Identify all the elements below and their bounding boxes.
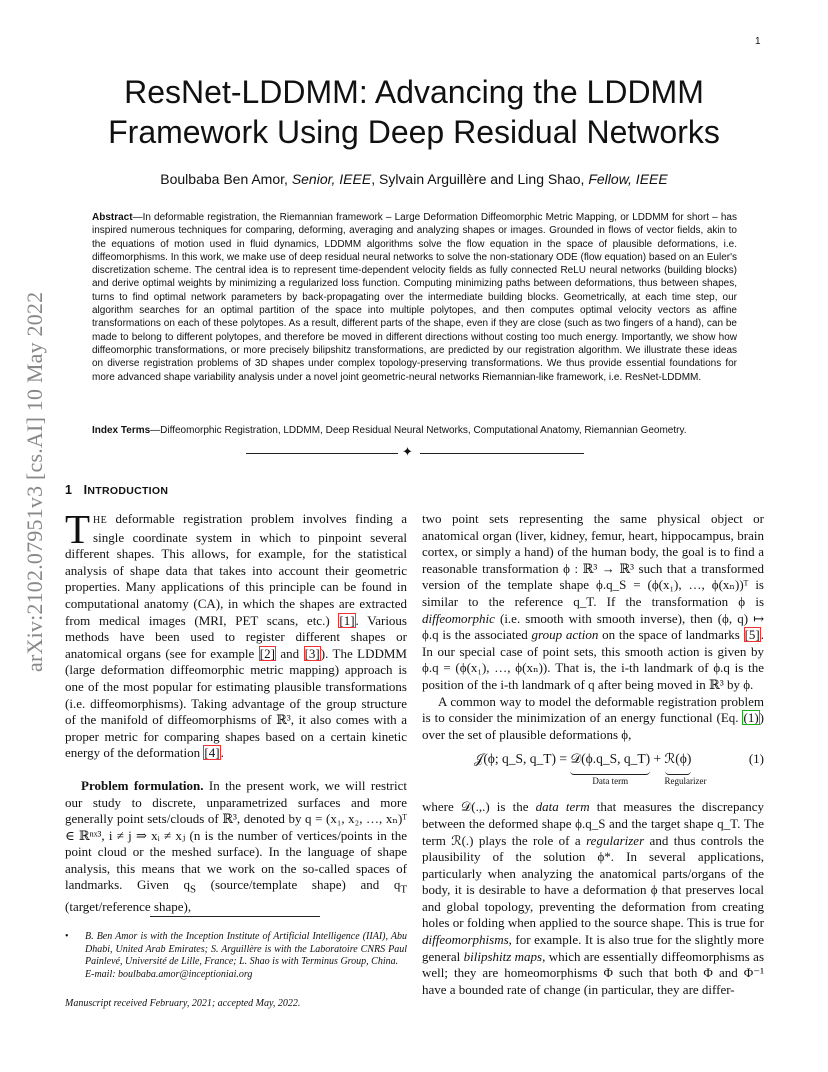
intro-text-a: deformable registration problem involves finding a single coordinate system in which to pinpoint several different shapes. This allows, for example, for the statistical analysis of shape data that takes into account their geometric properties. Many applications of this principle can be found in computational anatomy (CA), in which the shapes are extracted from medical images (MRI, PET scans, etc.) bbox=[65, 511, 407, 628]
intro-text-b: . Various methods have been used to register different shapes or anatomical organs (see for example bbox=[65, 612, 407, 661]
problem-text-a: In the present work, we will restrict our study to discrete, unparametrized surfaces and more generally point sets/clouds of ℝ³, denoted by q = (x₁, x₂, …, xₙ)ᵀ ∈ ℝⁿˣ³, i ≠ j ⇒ xᵢ ≠ xⱼ (n is the number of vertices/points in the point cloud or the meshed surface). In the language of shape analysis, this means that we work on the so-called spaces of landmarks. Given q bbox=[65, 777, 407, 893]
author-2-3: , Sylvain Arguillère and Ling Shao, bbox=[371, 171, 589, 187]
citation-link[interactable]: [1] bbox=[339, 612, 355, 628]
section-title-rest: NTRODUCTION bbox=[87, 485, 169, 497]
separator-line-right bbox=[420, 453, 584, 454]
intro-text-c: and bbox=[275, 645, 304, 661]
right-paragraph-1 bbox=[422, 511, 764, 694]
emphasis-diffeomorphisms: diffeomorphisms bbox=[422, 932, 509, 948]
right-text-i: and thus controls the plausibility of the solution ϕ*. In several applications, particularly when analyzing the anatomical parts/organs of the body, it is desirable to have a deformation ϕ that preserves local and global topology, preventing the deformation from creating holes or folding when applied to the source shape. This is true for bbox=[422, 832, 764, 931]
problem-formulation-paragraph bbox=[65, 778, 407, 915]
problem-formulation-label: Problem formulation. bbox=[81, 777, 204, 793]
right-text-b: (i.e. smooth with smooth inverse), then (ϕ, q) ↦ ϕ.q is the associated bbox=[422, 610, 764, 643]
equation-lhs: 𝒥(ϕ; q_S, q_T) = bbox=[474, 751, 571, 767]
right-text-j: , for example. It is also true for the slightly more general bbox=[422, 932, 764, 964]
regularizer-brace bbox=[664, 751, 707, 787]
data-term-brace bbox=[570, 751, 651, 787]
author-1-role: Senior, IEEE bbox=[291, 171, 372, 187]
left-column bbox=[65, 506, 407, 915]
abstract-label: Abstract bbox=[92, 212, 133, 223]
section-heading bbox=[65, 483, 168, 497]
intro-text-e: . bbox=[220, 745, 224, 761]
index-terms-label: Index Terms bbox=[92, 425, 151, 436]
equation-reference-link[interactable]: (1) bbox=[743, 710, 759, 726]
right-text-g: where 𝒟(.,.) is the bbox=[422, 799, 536, 815]
paragraph-gap bbox=[65, 762, 407, 778]
right-text-a: two point sets representing the same physical object or anatomical organ (liver, kidney, femur, heart, hippocampus, brain cortex, or simply a hand) of the human body, the goal is to find a reasonable transformation ϕ : ℝ³ → ℝ³ such that a transformed version of the template shape ϕ.q_S = (ϕ(x₁), …, ϕ(xₙ))ᵀ is similar to the reference q_T. If the transformation ϕ is bbox=[422, 511, 764, 609]
emphasis-group-action: group action bbox=[531, 627, 599, 643]
footnote-rule bbox=[150, 916, 320, 917]
data-term: 𝒟(ϕ.q_S, q_T) bbox=[570, 751, 651, 767]
footnote-bullet: • bbox=[65, 931, 69, 942]
affiliation-footnote bbox=[65, 931, 407, 981]
right-paragraph-3 bbox=[422, 799, 764, 998]
problem-text-c: (target/reference shape), bbox=[65, 898, 192, 914]
footnote-text: B. Ben Amor is with the Inception Institute of Artificial Intelligence (IIAI), Abu Dhabi, United Arab Emirates; S. Arguillère is with the Laboratoire CNRS Paul Painlevé, Université de Lille, France; L. Shao is with Terminus Group, China. bbox=[85, 931, 407, 968]
emphasis-bilipshitz: bilipshitz maps bbox=[463, 948, 543, 964]
abstract bbox=[92, 211, 737, 384]
citation-link[interactable]: [4] bbox=[204, 745, 220, 761]
index-terms-text: —Diffeomorphic Registration, LDDMM, Deep Residual Neural Networks, Computational Anatomy, Riemannian Geometry. bbox=[150, 425, 687, 436]
emphasis-diffeomorphic: diffeomorphic bbox=[422, 610, 495, 626]
separator-line-left bbox=[246, 453, 398, 454]
data-term-label: Data term bbox=[592, 776, 629, 787]
right-text-e: A common way to model the deformable registration problem is to consider the minimization of an energy functional (Eq. bbox=[422, 693, 764, 726]
subscript-s: S bbox=[189, 884, 196, 897]
equation-1 bbox=[422, 751, 764, 795]
right-text-c: on the space of landmarks bbox=[598, 627, 744, 643]
separator-diamond-icon: ✦ bbox=[402, 444, 413, 459]
author-3-role: Fellow, IEEE bbox=[588, 171, 668, 187]
drop-cap: T bbox=[65, 506, 91, 552]
intro-text-d: ). The LDDMM (large deformation diffeomorphic metric mapping) approach is one of the most popular for estimating plausible transformations (i.e. diffeomorphisms). Taking advantage of the group structure of the manifold of diffeomorphisms of ℝ³, it also comes with a proper metric for comparing shapes based on a certain kinetic energy of the deformation bbox=[65, 645, 407, 761]
footnote-email: E-mail: boulbaba.amor@inceptioniai.org bbox=[85, 968, 253, 980]
regularizer-term: ℛ(ϕ) bbox=[664, 751, 692, 767]
emphasis-regularizer: regularizer bbox=[586, 832, 645, 848]
section-title-first: I bbox=[83, 483, 88, 497]
intro-smallcaps: HE bbox=[93, 515, 107, 526]
citation-link[interactable]: [2] bbox=[259, 645, 275, 661]
page-number: 1 bbox=[755, 36, 761, 47]
equation-plus: + bbox=[650, 751, 665, 767]
manuscript-note: Manuscript received February, 2021; accepted May, 2022. bbox=[65, 998, 301, 1009]
citation-link[interactable]: [3] bbox=[304, 645, 320, 661]
right-text-f: ) over the set of plausible deformations ϕ, bbox=[422, 710, 764, 742]
author-1: Boulbaba Ben Amor, bbox=[160, 171, 292, 187]
right-paragraph-2 bbox=[422, 694, 764, 744]
right-text-k: , which are essentially diffeomorphisms as well; they are homeomorphisms Φ such that both Φ and Φ⁻¹ have a bounded rate of change (in particular, they are differ- bbox=[422, 948, 765, 997]
right-text-d: . In our special case of point sets, this smooth action is given by ϕ.q = (ϕ(x₁), …, ϕ(xₙ)). That is, the i-th landmark of ϕ.q is the position of the i-th landmark of q after being moved in ℝ³ by ϕ. bbox=[422, 627, 764, 692]
emphasis-data-term: data term bbox=[535, 799, 590, 815]
intro-paragraph-1 bbox=[65, 506, 407, 762]
subscript-t: T bbox=[400, 884, 407, 897]
section-number: 1 bbox=[65, 483, 73, 497]
equation-number: (1) bbox=[748, 751, 764, 767]
citation-link[interactable]: [5] bbox=[744, 627, 760, 643]
abstract-text: —In deformable registration, the Riemannian framework – Large Deformation Diffeomorphic Metric Mapping, or LDDMM for short – has inspired numerous techniques for comparing, deforming, averaging and analyzing shapes or images. Grounded in flows of vector fields, akin to the equations of motion used in fluid dynamics, LDDMM algorithms solve the flow equation in the space of plausible deformations, i.e. diffeomorphisms. In this work, we make use of deep residual neural networks to solve the non-stationary ODE (flow equation) based on an Euler's discretization scheme. The central idea is to represent time-dependent velocity fields as fully connected ReLU neural networks (building blocks) and derive optimal weights by minimizing a regularized loss function. Computing minimizing paths between deformations, thus between shapes, turns to find optimal network parameters by back-propagating over the intermediate building blocks. Geometrically, at each time step, our algorithm searches for an optimal partition of the space into multiple polytopes, and then computes optimal velocity vectors as affine transformations on each of these polytopes. As a result, different parts of the shape, even if they are close (such as two fingers of a hand), can be made to belong to different polytopes, and therefore be moved in different directions without costing too much energy. Importantly, we show how diffeomorphic transformations, or more precisely bilipshitz transformations, are predicted by our registration algorithm. We illustrate these ideas on diverse registration problems of 3D shapes under complex topology-preserving transformations. We thus provide essential foundations for more advanced shape variability analysis under a novel joint geometric-neural networks Riemannian-like framework, i.e. ResNet-LDDMM. bbox=[92, 212, 737, 383]
paper-title: ResNet-LDDMM: Advancing the LDDMM Framework Using Deep Residual Networks bbox=[108, 74, 720, 150]
right-text-h: that measures the discrepancy between the deformed shape ϕ.q_S and the target shape q_T. The term ℛ(.) plays the role of a bbox=[422, 799, 764, 848]
arxiv-stamp-text: arXiv:2102.07951v3 [cs.AI] 10 May 2022 bbox=[22, 291, 47, 672]
problem-text-b: (source/template shape) and q bbox=[195, 877, 401, 893]
footnote-text-block bbox=[85, 931, 407, 981]
author-list bbox=[64, 171, 764, 187]
regularizer-label: Regularizer bbox=[664, 776, 707, 787]
right-column bbox=[422, 511, 764, 998]
index-terms bbox=[92, 424, 737, 437]
equation-body bbox=[474, 751, 707, 787]
